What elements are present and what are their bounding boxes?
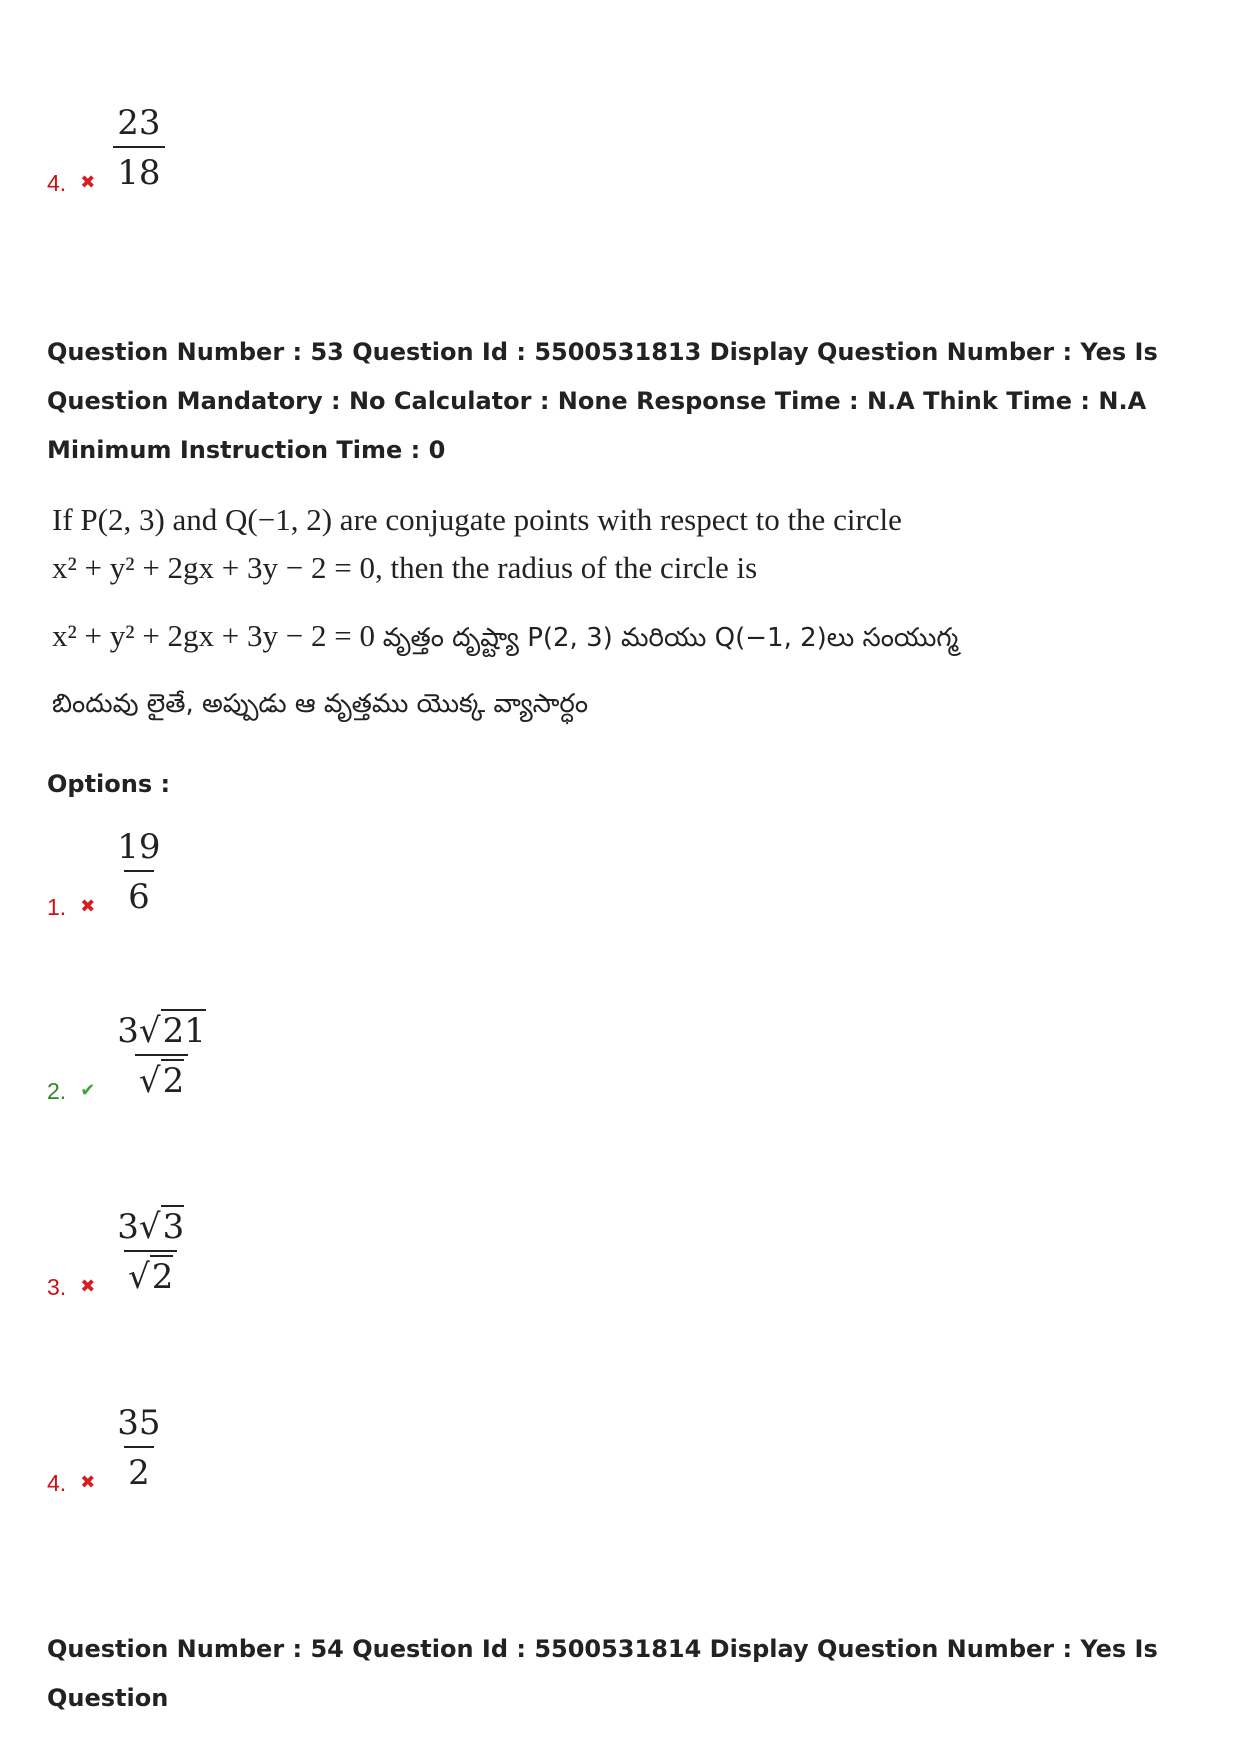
radicand: 2 xyxy=(151,1257,174,1297)
english-line-2 xyxy=(52,544,1152,592)
numerator: 23 xyxy=(117,103,161,143)
cross-icon: ✖ xyxy=(80,1276,96,1297)
option-3 xyxy=(47,1208,188,1300)
option-1 xyxy=(47,828,165,920)
option-4 xyxy=(47,1404,165,1496)
check-icon: ✔ xyxy=(80,1080,96,1101)
option-number: 4. xyxy=(47,1470,67,1496)
option-2 xyxy=(47,1012,210,1104)
options-label: Options : xyxy=(47,770,171,798)
fraction xyxy=(113,1404,164,1492)
fraction xyxy=(113,1012,210,1100)
numerator: 19 xyxy=(117,827,161,867)
denominator: √2 xyxy=(135,1054,188,1100)
equation: x² + y² + 2gx + 3y − 2 = 0, xyxy=(52,550,383,585)
english-line-1: If P(2, 3) and Q(−1, 2) are conjugate points with respect to the circle xyxy=(52,502,902,537)
option-number: 2. xyxy=(47,1078,67,1104)
telugu-line-1-rest: వృత్తం దృష్ట్యా P(2, 3) మరియు Q(−1, 2)లు సంయుగ్మ xyxy=(382,623,959,653)
option-number: 1. xyxy=(47,894,67,920)
fraction xyxy=(113,828,164,916)
denominator: 18 xyxy=(113,146,164,192)
fraction xyxy=(113,104,164,192)
cross-icon: ✖ xyxy=(80,172,96,193)
coefficient: 3 xyxy=(117,1207,139,1247)
denominator: √2 xyxy=(124,1250,177,1296)
telugu-line-2: బిందువు లైతే, అప్పుడు ఆ వృత్తము యొక్క వ్యాసార్ధం xyxy=(52,689,589,719)
radicand: 21 xyxy=(162,1011,206,1051)
telugu-line-1 xyxy=(52,612,1152,660)
coefficient: 3 xyxy=(117,1011,139,1051)
radicand: 2 xyxy=(162,1061,185,1101)
numerator: 3√21 xyxy=(117,1011,206,1051)
cross-icon: ✖ xyxy=(80,1472,96,1493)
question-54-meta: Question Number : 54 Question Id : 5500531814 Display Question Number : Yes Is Question xyxy=(47,1635,1158,1712)
english-line-2-rest: then the radius of the circle is xyxy=(390,550,758,585)
numerator: 35 xyxy=(117,1403,161,1443)
denominator: 6 xyxy=(124,870,154,916)
question-53-text xyxy=(52,496,1152,728)
numerator: 3√3 xyxy=(117,1207,185,1247)
cross-icon: ✖ xyxy=(80,896,96,917)
equation: x² + y² + 2gx + 3y − 2 = 0 xyxy=(52,618,376,653)
fraction xyxy=(113,1208,188,1296)
option-number: 3. xyxy=(47,1274,67,1300)
denominator: 2 xyxy=(124,1446,154,1492)
question-53-meta: Question Number : 53 Question Id : 5500531813 Display Question Number : Yes Is Question Mandatory : No Calculator : None Response Time : N.A Think Time : N.A Minimum Instruction Time : 0 xyxy=(47,338,1158,464)
radicand: 3 xyxy=(162,1207,185,1247)
option-number: 4. xyxy=(47,170,67,196)
prev-option-4 xyxy=(47,104,165,196)
